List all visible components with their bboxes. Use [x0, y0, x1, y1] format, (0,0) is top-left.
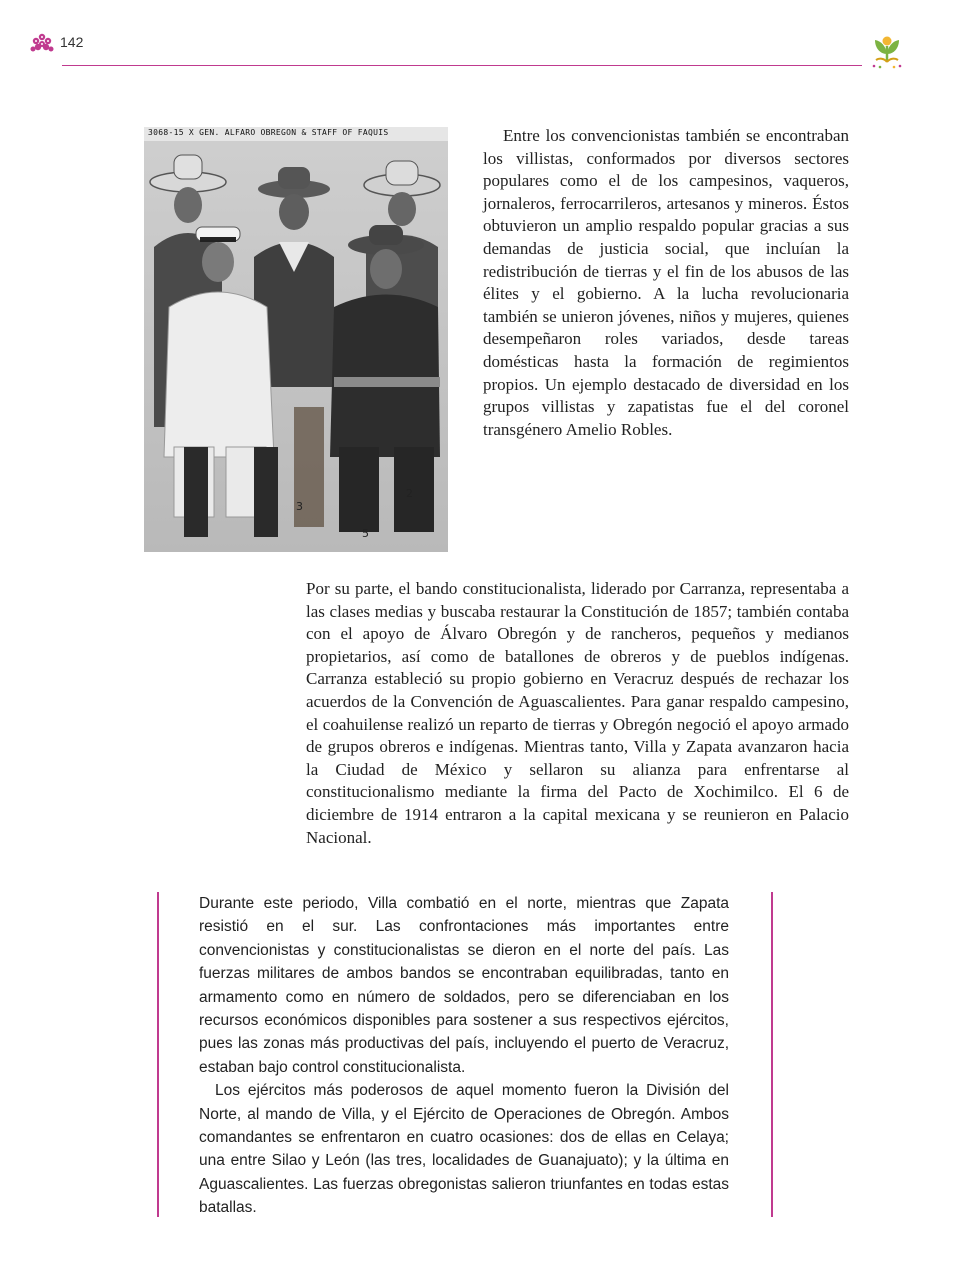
- box-paragraph-1: Durante este periodo, Villa combatió en el norte, mientras que Zapata resistió en el sur. Las confrontaciones más importantes entre convencionistas y constitucionalistas se dieron en el norte del país. Las fuerzas militares de ambos bandos se encontraban equilibradas, tanto en armamento como en número de soldados, pero se diferenciaban en los recursos económicos disponibles para sostener a sus respectivos ejércitos, pues las zonas más productivas del país, incluyendo el puerto de Veracruz, estaban bajo control constitucionalista.: [199, 895, 729, 1076]
- body-paragraph-2: Por su parte, el bando constitucionalista, liderado por Carranza, representaba a las clases medias y buscaba restaurar la Constitución de 1857; también contaba con el apoyo de Álvaro Obregón y de rancheros, pequeños y medianos propietarios, así como de batallones de obreros y de pueblos indígenas. Carranza estableció su propio gobierno en Veracruz después de rechazar los acuerdos de la Convención de Aguascalientes. Para ganar respaldo campesino, el coahuilense realizó un reparto de tierras y Obregón negoció el apoyo armado de grupos obreros e indígenas. Mientras tanto, Villa y Zapata avanzaron hacia la Ciudad de México y sellaron su alianza para enfrentarse al constitucionalismo mediante la firma del Pacto de Xochimilco. El 6 de diciembre de 1914 entraron a la capital mexicana y se reunieron en Palacio Nacional.: [306, 579, 849, 847]
- photo-mark-2: 5: [362, 527, 369, 540]
- sprout-logo-icon: [866, 32, 908, 72]
- photo-mark-1: 3: [296, 500, 303, 513]
- photo-mark-3: 2: [406, 487, 413, 500]
- historical-photo: [144, 127, 448, 552]
- page-number: 142: [60, 34, 84, 50]
- body-paragraph-1: Entre los convencionistas también se encontraban los villistas, conformados por diversos sectores populares como el de los campesinos, vaqueros, jornaleros, ferrocarrileros, artesanos y mineros. Éstos obtuvieron un amplio respaldo popular gracias a sus demandas de justicia social, que incluían la redistribución de tierras y el fin de los abusos de las élites y el gobierno. A la lucha revolucionaria también se unieron jóvenes, niños y mujeres, quienes desempeñaron roles variados, desde tareas domésticas hasta la formación de regimientos propios. Un ejemplo destacado de diversidad en los grupos villistas y zapatistas fue el del coronel transgénero Amelio Robles.: [483, 126, 849, 439]
- box-paragraph-2: Los ejércitos más poderosos de aquel momento fueron la División del Norte, al mando de Villa, y el Ejército de Operaciones de Obregón. Ambos comandantes se enfrentaron en cuatro ocasiones: dos de ellas en Celaya; una entre Silao y León (las tres, localidades de Guanajuato); y la última en Aguascalientes. Las fuerzas obregonistas salieron triunfantes en todas estas batallas.: [199, 1082, 729, 1217]
- photo-caption: 3068-15 X GEN. ALFARO OBREGON & STAFF OF FAQUIS: [148, 128, 389, 137]
- highlight-box: [157, 892, 773, 1217]
- header-divider: [62, 65, 862, 66]
- flower-ornament-icon: [30, 33, 54, 53]
